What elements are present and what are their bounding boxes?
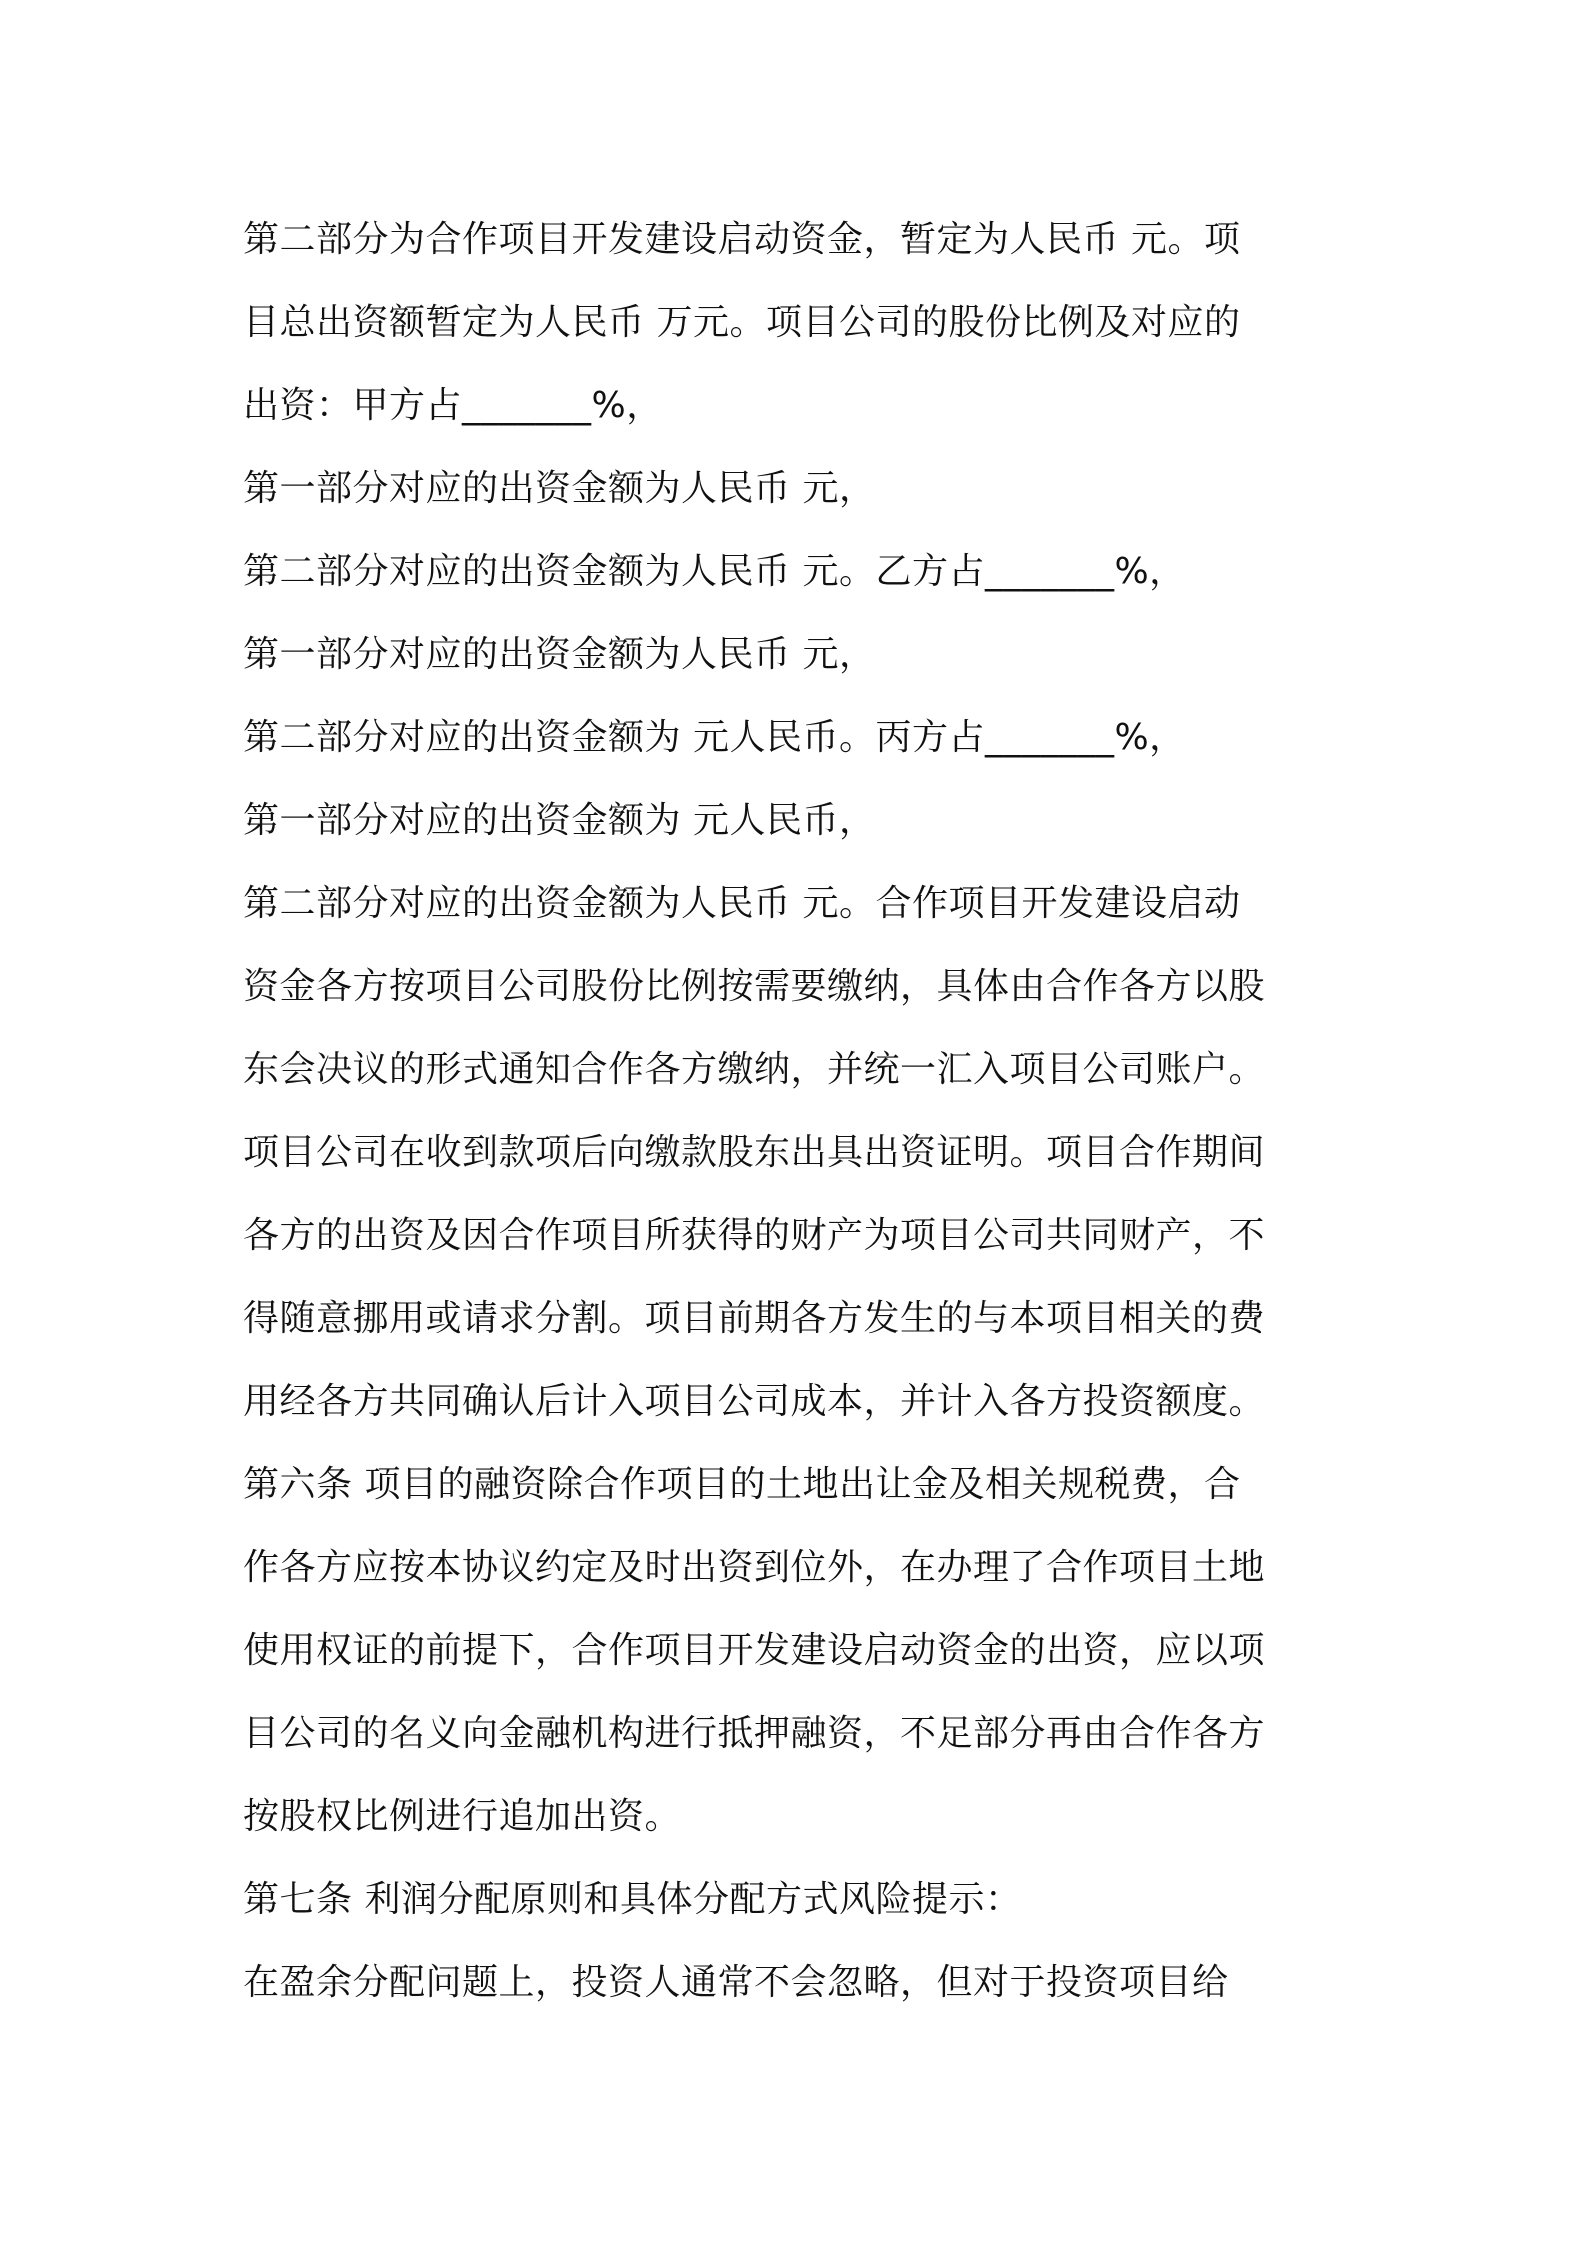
text-line: 目总出资额暂定为人民币 万元。项目公司的股份比例及对应的	[243, 302, 1241, 343]
text-line: 第一部分对应的出资金额为 元人民币，	[243, 800, 876, 841]
text-line: 第二部分对应的出资金额为 元人民币。丙方占_______%，	[243, 717, 1186, 758]
text-line: 在盈余分配问题上，投资人通常不会忽略，但对于投资项目给	[243, 1962, 1229, 2003]
text-line: 第二部分对应的出资金额为人民币 元。合作项目开发建设启动	[243, 883, 1241, 924]
text-line: 东会决议的形式通知合作各方缴纳，并统一汇入项目公司账户。	[243, 1049, 1266, 1090]
text-line: 按股权比例进行追加出资。	[243, 1796, 682, 1837]
text-line: 用经各方共同确认后计入项目公司成本，并计入各方投资额度。	[243, 1381, 1266, 1422]
article-heading-line: 第六条 项目的融资除合作项目的土地出让金及相关规税费，合	[243, 1464, 1241, 1505]
text-line: 作各方应按本协议约定及时出资到位外，在办理了合作项目土地	[243, 1547, 1266, 1588]
article-heading-line: 第七条 利润分配原则和具体分配方式风险提示：	[243, 1879, 1022, 1920]
text-line: 得随意挪用或请求分割。项目前期各方发生的与本项目相关的费	[243, 1298, 1266, 1339]
text-line: 使用权证的前提下，合作项目开发建设启动资金的出资，应以项	[243, 1630, 1266, 1671]
text-line: 出资：甲方占_______%，	[243, 385, 663, 426]
document-body	[243, 198, 1363, 2024]
text-line: 各方的出资及因合作项目所获得的财产为项目公司共同财产，不	[243, 1215, 1266, 1256]
text-line: 项目公司在收到款项后向缴款股东出具出资证明。项目合作期间	[243, 1132, 1266, 1173]
text-line: 目公司的名义向金融机构进行抵押融资，不足部分再由合作各方	[243, 1713, 1266, 1754]
text-line: 第二部分对应的出资金额为人民币 元。乙方占_______%，	[243, 551, 1186, 592]
text-line: 第一部分对应的出资金额为人民币 元，	[243, 634, 876, 675]
text-line: 第一部分对应的出资金额为人民币 元，	[243, 468, 876, 509]
text-line: 第二部分为合作项目开发建设启动资金，暂定为人民币 元。项	[243, 219, 1241, 260]
text-line: 资金各方按项目公司股份比例按需要缴纳，具体由合作各方以股	[243, 966, 1266, 1007]
